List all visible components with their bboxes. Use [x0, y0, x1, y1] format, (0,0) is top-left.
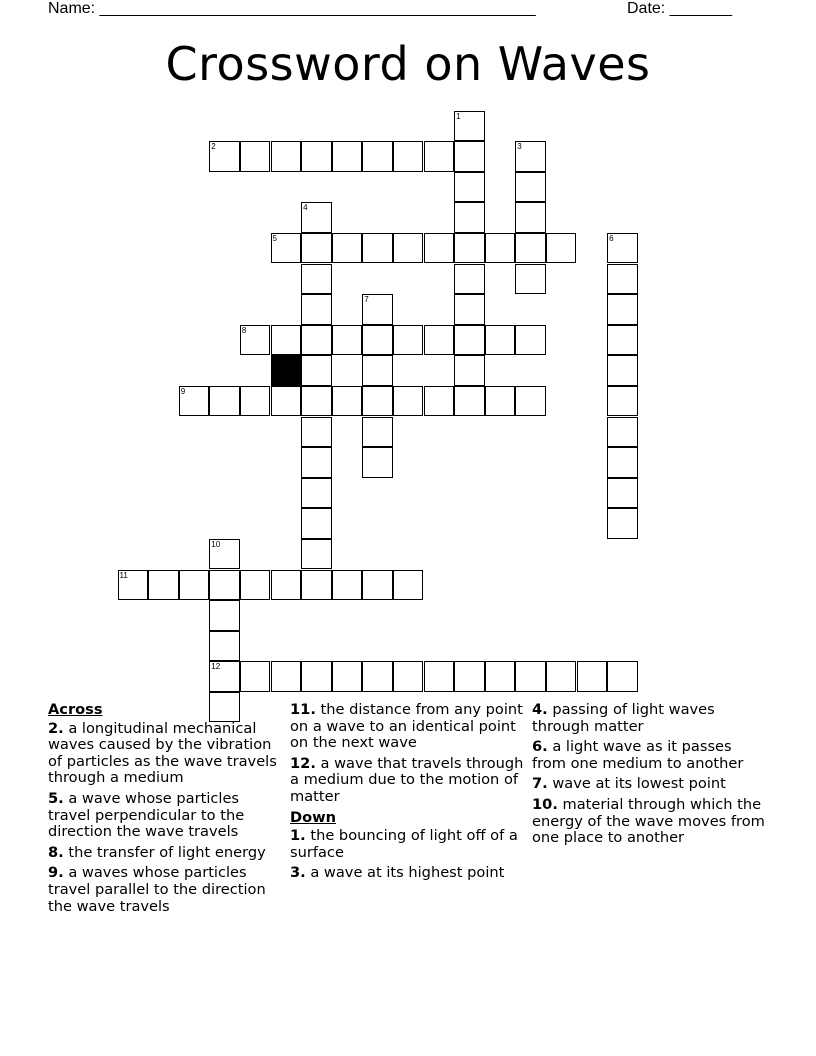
grid-cell[interactable] — [546, 661, 577, 692]
clue-down-10: 10. material through which the energy of the wave moves from one place to another — [532, 795, 765, 847]
grid-cell[interactable] — [515, 264, 546, 295]
grid-cell[interactable] — [607, 386, 638, 417]
grid-cell[interactable] — [607, 264, 638, 295]
grid-cell[interactable] — [118, 570, 149, 601]
grid-cell[interactable] — [209, 661, 240, 692]
grid-cell[interactable] — [607, 294, 638, 325]
grid-cell[interactable] — [332, 661, 363, 692]
grid-cell[interactable] — [148, 570, 179, 601]
grid-cell[interactable] — [393, 141, 424, 172]
grid-cell[interactable] — [424, 233, 455, 264]
clue-across-5: 5. a wave whose particles travel perpendicular to the direction the wave travels — [48, 789, 245, 841]
clue-number: 9 — [180, 386, 186, 396]
grid-cell[interactable] — [240, 570, 271, 601]
grid-cell[interactable] — [271, 570, 302, 601]
grid-cell[interactable] — [393, 570, 424, 601]
clue-number: 4 — [303, 203, 308, 213]
name-label: Name: — [48, 0, 100, 17]
date-field[interactable]: Date: _______ — [627, 0, 732, 17]
grid-cell[interactable] — [301, 661, 332, 692]
grid-cell[interactable] — [179, 570, 210, 601]
grid-cell[interactable] — [362, 325, 393, 356]
grid-cell[interactable] — [454, 294, 485, 325]
clue-across-12: 12. a wave that travels through a medium due to the motion of matter — [290, 754, 524, 805]
grid-cell[interactable] — [362, 294, 393, 325]
grid-cell[interactable] — [424, 661, 455, 692]
grid-cell[interactable] — [485, 233, 516, 264]
grid-cell[interactable] — [362, 447, 393, 478]
grid-cell[interactable] — [454, 202, 485, 233]
grid-cell[interactable] — [454, 233, 485, 264]
grid-cell[interactable] — [332, 233, 363, 264]
grid-cell[interactable] — [454, 661, 485, 692]
grid-cell[interactable] — [209, 539, 240, 570]
grid-cell[interactable] — [393, 325, 424, 356]
grid-cell[interactable] — [301, 417, 332, 448]
grid-cell[interactable] — [454, 355, 485, 386]
grid-cell[interactable] — [362, 417, 393, 448]
grid-cell[interactable] — [485, 325, 516, 356]
grid-cell[interactable] — [271, 141, 302, 172]
grid-cell[interactable] — [271, 325, 302, 356]
grid-cell[interactable] — [301, 141, 332, 172]
clue-across-2: 2. a longitudinal mechanical waves caused by the vibration of particles as the wave travels through a medium — [48, 719, 277, 787]
grid-cell[interactable] — [607, 355, 638, 386]
blocked-cell — [271, 355, 302, 386]
grid-cell[interactable] — [271, 386, 302, 417]
grid-cell[interactable] — [454, 172, 485, 203]
grid-cell[interactable] — [515, 202, 546, 233]
grid-cell[interactable] — [515, 386, 546, 417]
grid-cell[interactable] — [240, 386, 271, 417]
grid-cell[interactable] — [515, 325, 546, 356]
clue-number: 6 — [609, 233, 614, 243]
grid-cell[interactable] — [332, 141, 363, 172]
clue-number: 8 — [241, 325, 247, 335]
grid-cell[interactable] — [301, 264, 332, 295]
grid-cell[interactable] — [607, 417, 638, 448]
clue-down-4: 4. passing of light waves through matter — [532, 701, 715, 735]
grid-cell[interactable] — [607, 233, 638, 264]
date-label: Date: — [627, 0, 670, 17]
clue-number: 2 — [211, 142, 216, 152]
grid-cell[interactable] — [301, 539, 332, 570]
grid-cell[interactable] — [393, 386, 424, 417]
grid-cell[interactable] — [362, 386, 393, 417]
grid-cell[interactable] — [332, 325, 363, 356]
grid-cell[interactable] — [301, 325, 332, 356]
grid-cell[interactable] — [271, 233, 302, 264]
grid-cell[interactable] — [515, 141, 546, 172]
grid-cell[interactable] — [515, 661, 546, 692]
grid-cell[interactable] — [362, 141, 393, 172]
grid-cell[interactable] — [301, 570, 332, 601]
grid-cell[interactable] — [454, 141, 485, 172]
grid-cell[interactable] — [362, 570, 393, 601]
grid-cell[interactable] — [485, 386, 516, 417]
clue-number: 7 — [364, 295, 369, 305]
grid-cell[interactable] — [454, 111, 485, 142]
clue-down-7: 7. wave at its lowest point — [532, 775, 726, 793]
grid-cell[interactable] — [179, 386, 210, 417]
clue-across-11: 11. the distance from any point on a wave to an identical point on the next wave — [290, 701, 523, 752]
clue-down-1: 1. the bouncing of light off of a surface — [290, 827, 518, 861]
grid-cell[interactable] — [301, 202, 332, 233]
grid-cell[interactable] — [454, 325, 485, 356]
grid-cell[interactable] — [577, 661, 608, 692]
grid-cell[interactable] — [607, 508, 638, 539]
down-heading: Down — [290, 808, 337, 826]
clue-number: 1 — [456, 111, 461, 121]
grid-cell[interactable] — [607, 447, 638, 478]
clue-down-6: 6. a light wave as it passes from one medium to another — [532, 738, 744, 772]
name-field[interactable]: Name: _________________________________________________ — [48, 0, 536, 17]
grid-cell[interactable] — [209, 386, 240, 417]
grid-cell[interactable] — [424, 141, 455, 172]
clue-column-2 — [290, 700, 525, 886]
clue-across-9: 9. a waves whose particles travel parallel to the direction the wave travels — [48, 864, 266, 915]
grid-cell[interactable] — [209, 570, 240, 601]
clue-column-1 — [48, 700, 283, 919]
clue-number: 5 — [272, 233, 277, 243]
grid-cell[interactable] — [393, 233, 424, 264]
grid-cell[interactable] — [271, 661, 302, 692]
grid-cell[interactable] — [546, 233, 577, 264]
grid-cell[interactable] — [332, 386, 363, 417]
grid-cell[interactable] — [362, 355, 393, 386]
grid-cell[interactable] — [332, 570, 363, 601]
grid-cell[interactable] — [240, 661, 271, 692]
clue-column-3 — [532, 700, 767, 851]
grid-cell[interactable] — [607, 661, 638, 692]
clue-across-8: 8. the transfer of light energy — [48, 843, 266, 861]
clue-number: 12 — [211, 662, 221, 672]
grid-cell[interactable] — [607, 478, 638, 509]
grid-cell[interactable] — [301, 294, 332, 325]
grid-cell[interactable] — [301, 386, 332, 417]
grid-cell[interactable] — [362, 233, 393, 264]
grid-cell[interactable] — [240, 325, 271, 356]
grid-cell[interactable] — [240, 141, 271, 172]
clue-down-3: 3. a wave at its highest point — [290, 864, 505, 882]
clue-number: 10 — [211, 539, 221, 549]
grid-cell[interactable] — [301, 447, 332, 478]
grid-cell[interactable] — [515, 233, 546, 264]
grid-cell[interactable] — [485, 661, 516, 692]
grid-cell[interactable] — [424, 386, 455, 417]
grid-cell[interactable] — [301, 508, 332, 539]
grid-cell[interactable] — [362, 661, 393, 692]
grid-cell[interactable] — [209, 631, 240, 662]
grid-cell[interactable] — [301, 233, 332, 264]
grid-cell[interactable] — [301, 478, 332, 509]
clue-number: 3 — [517, 142, 522, 152]
grid-cell[interactable] — [393, 661, 424, 692]
clue-number: 11 — [119, 570, 128, 580]
grid-cell[interactable] — [454, 264, 485, 295]
across-heading: Across — [48, 701, 103, 718]
grid-cell[interactable] — [424, 325, 455, 356]
grid-cell[interactable] — [454, 386, 485, 417]
grid-cell[interactable] — [209, 141, 240, 172]
page-title: Crossword on Waves — [165, 37, 651, 91]
grid-cell[interactable] — [515, 172, 546, 203]
grid-cell[interactable] — [301, 355, 332, 386]
grid-cell[interactable] — [607, 325, 638, 356]
grid-cell[interactable] — [209, 600, 240, 631]
